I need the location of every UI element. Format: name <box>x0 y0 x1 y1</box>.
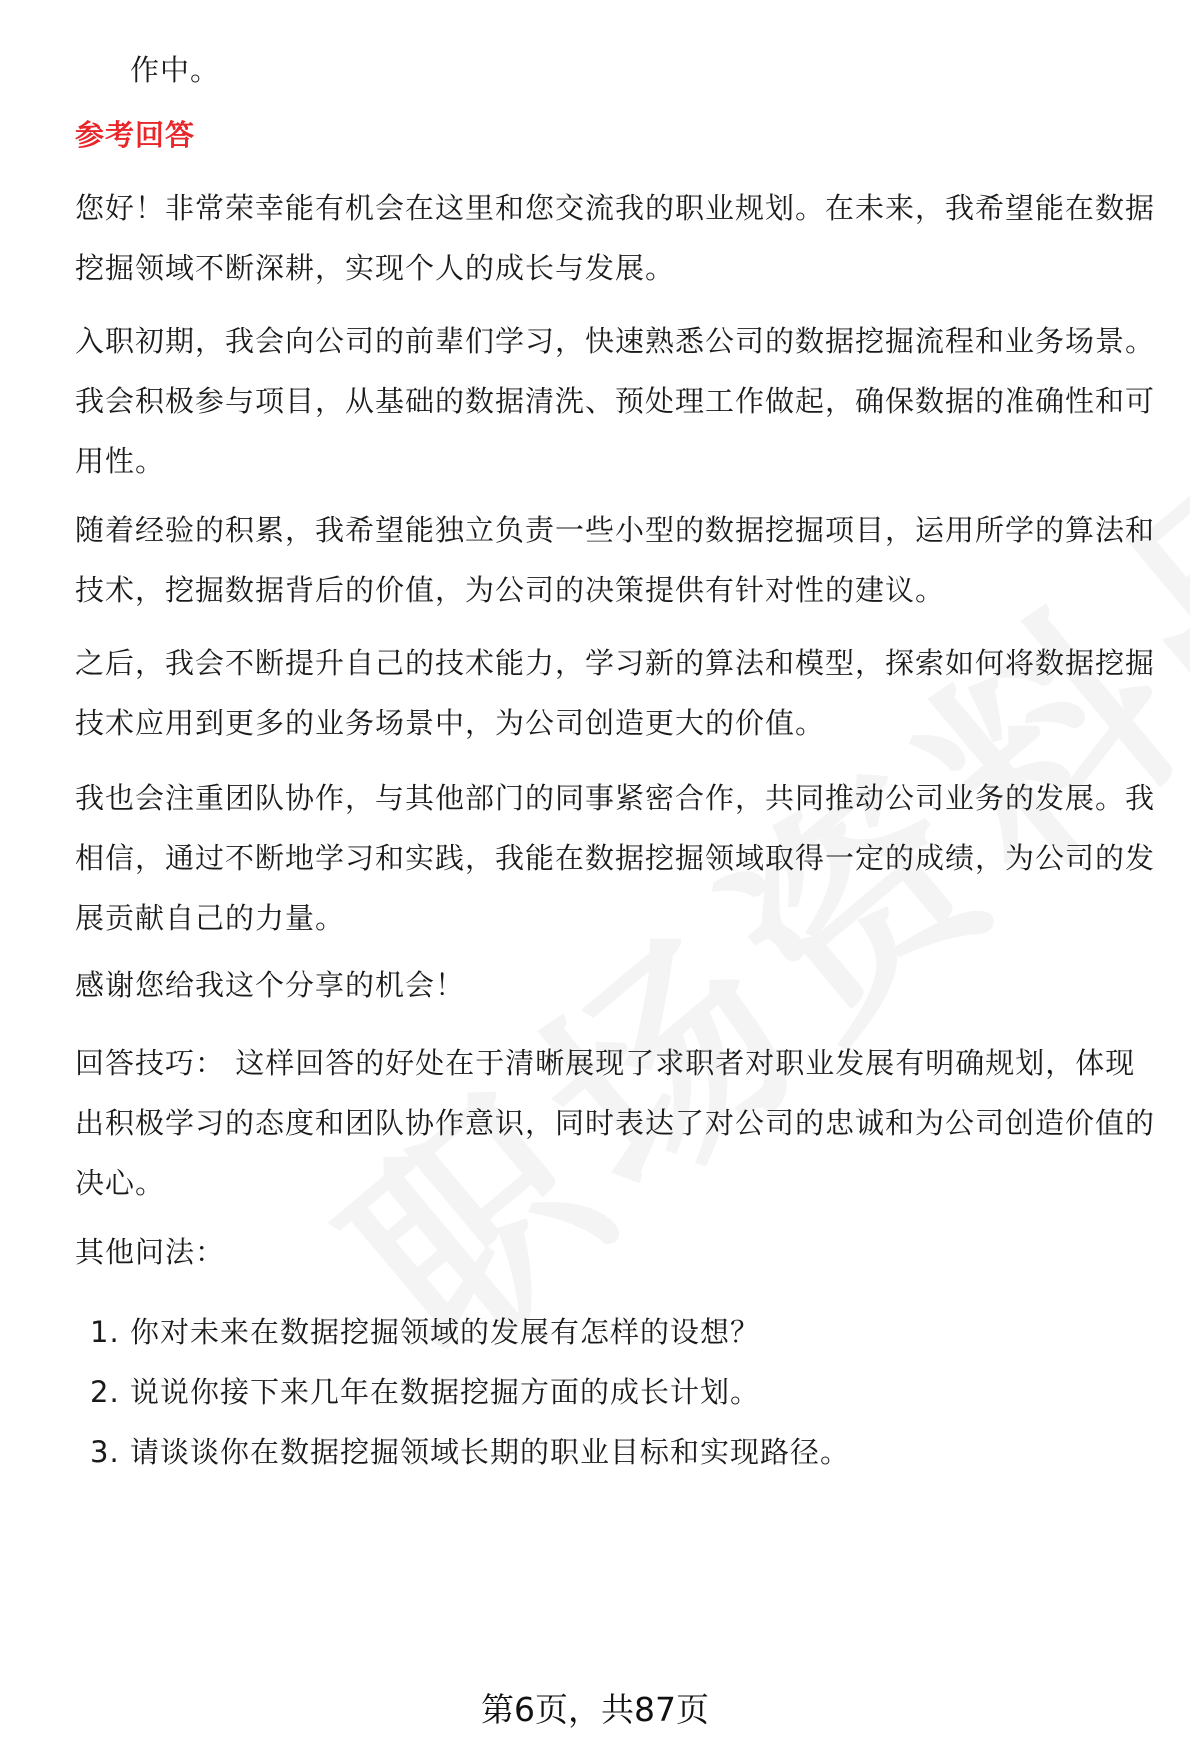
list-item-number: 1. <box>90 1315 120 1349</box>
list-item-number: 3. <box>90 1435 120 1469</box>
list-item <box>75 1422 1165 1482</box>
section-heading: 参考回答 <box>75 118 196 152</box>
alternative-questions-list <box>75 1302 1165 1482</box>
paragraph-teamwork: 我也会注重团队协作，与其他部门的同事紧密合作，共同推动公司业务的发展。我相信，通过不断地学习和实践，我能在数据挖掘领域取得一定的成绩，为公司的发展贡献自己的力量。 <box>75 781 1156 935</box>
paragraph-answer-tips: 回答技巧： 这样回答的好处在于清晰展现了求职者对职业发展有明确规划，体现出积极学习的态度和团队协作意识，同时表达了对公司的忠诚和为公司创造价值的决心。 <box>75 1046 1156 1200</box>
list-item <box>75 1302 1165 1362</box>
paragraph-thanks: 感谢您给我这个分享的机会！ <box>75 968 466 1002</box>
list-item-text: 请谈谈你在数据挖掘领域长期的职业目标和实现路径。 <box>130 1435 851 1469</box>
paragraph-growth: 随着经验的积累，我希望能独立负责一些小型的数据挖掘项目，运用所学的算法和技术，挖掘数据背后的价值，为公司的决策提供有针对性的建议。 <box>75 513 1156 607</box>
paragraph-onboarding: 入职初期，我会向公司的前辈们学习，快速熟悉公司的数据挖掘流程和业务场景。我会积极参与项目，从基础的数据清洗、预处理工作做起，确保数据的准确性和可用性。 <box>75 324 1156 478</box>
list-item-text: 说说你接下来几年在数据挖掘方面的成长计划。 <box>130 1375 761 1409</box>
continued-line: 作中。 <box>130 53 221 87</box>
list-item <box>75 1362 1165 1422</box>
list-item-text: 你对未来在数据挖掘领域的发展有怎样的设想？ <box>130 1315 761 1349</box>
paragraph-intro: 您好！非常荣幸能有机会在这里和您交流我的职业规划。在未来，我希望能在数据挖掘领域不断深耕，实现个人的成长与发展。 <box>75 191 1156 285</box>
list-item-number: 2. <box>90 1375 120 1409</box>
paragraph-advancement: 之后，我会不断提升自己的技术能力，学习新的算法和模型，探索如何将数据挖掘技术应用到更多的业务场景中，为公司创造更大的价值。 <box>75 646 1156 740</box>
paragraph-other-questions: 其他问法： <box>75 1235 226 1269</box>
page-number: 第6页，共87页 <box>481 1690 709 1729</box>
